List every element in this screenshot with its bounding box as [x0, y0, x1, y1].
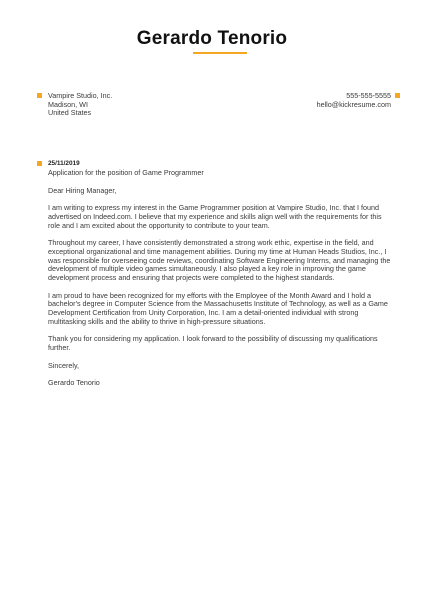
letter-subject: Application for the position of Game Programmer: [48, 168, 204, 177]
letter-paragraph-2: Throughout my career, I have consistently demonstrated a strong work ethic, expertise in the field, and exceptional organizational and time management abilities. During my time at Human Heads Studios, Inc., I was responsible for overseeing code reviews, coordinating Software Engineering Interns, and managing the development of multiple video games simultaneously. I also played a key role in improving the game development process and ensuring that projects were completed to the highest standards.: [48, 238, 391, 282]
letter-paragraph-1: I am writing to express my interest in the Game Programmer position at Vampire Studio, Inc. that I found advertised on Indeed.com. I believe that my experience and skills align well with the requirements for this role and I am excited about the opportunity to contribute to your team.: [48, 203, 382, 230]
letter-body: [48, 169, 393, 397]
sender-bullet-icon: [37, 93, 42, 98]
sender-city: Madison, WI: [48, 99, 88, 109]
letter-paragraph-3: I am proud to have been recognized for my efforts with the Employee of the Month Award and I hold a bachelor's degree in Computer Science from the Massachusetts Institute of Technology, as well as a Game Development Certification from Unity Corporation, Inc. I am a detail-oriented individual with strong multitasking skills and the ability to thrive in high-pressure situations.: [48, 290, 388, 326]
letter-date: 25/11/2019: [48, 160, 80, 167]
applicant-name: Gerardo Tenorio: [136, 28, 288, 49]
contact-email: hello@kickresume.com: [316, 99, 391, 109]
letter-signature: Gerardo Tenorio: [48, 378, 100, 387]
letter-paragraph-4: Thank you for considering my application. I look forward to the possibility of discussing my qualifications further.: [48, 334, 378, 352]
sender-country: United States: [48, 108, 92, 118]
date-bullet-icon: [37, 161, 42, 166]
name-underline: [193, 52, 247, 54]
contact-phone: 555-555-5555: [346, 91, 391, 100]
sender-address: [48, 92, 112, 118]
sender-company: Vampire Studio, Inc.: [48, 91, 113, 100]
contact-info: [317, 92, 391, 109]
contact-bullet-icon: [395, 93, 400, 98]
letter-salutation: Dear Hiring Manager,: [48, 185, 117, 195]
letter-closing: Sincerely,: [48, 360, 80, 370]
